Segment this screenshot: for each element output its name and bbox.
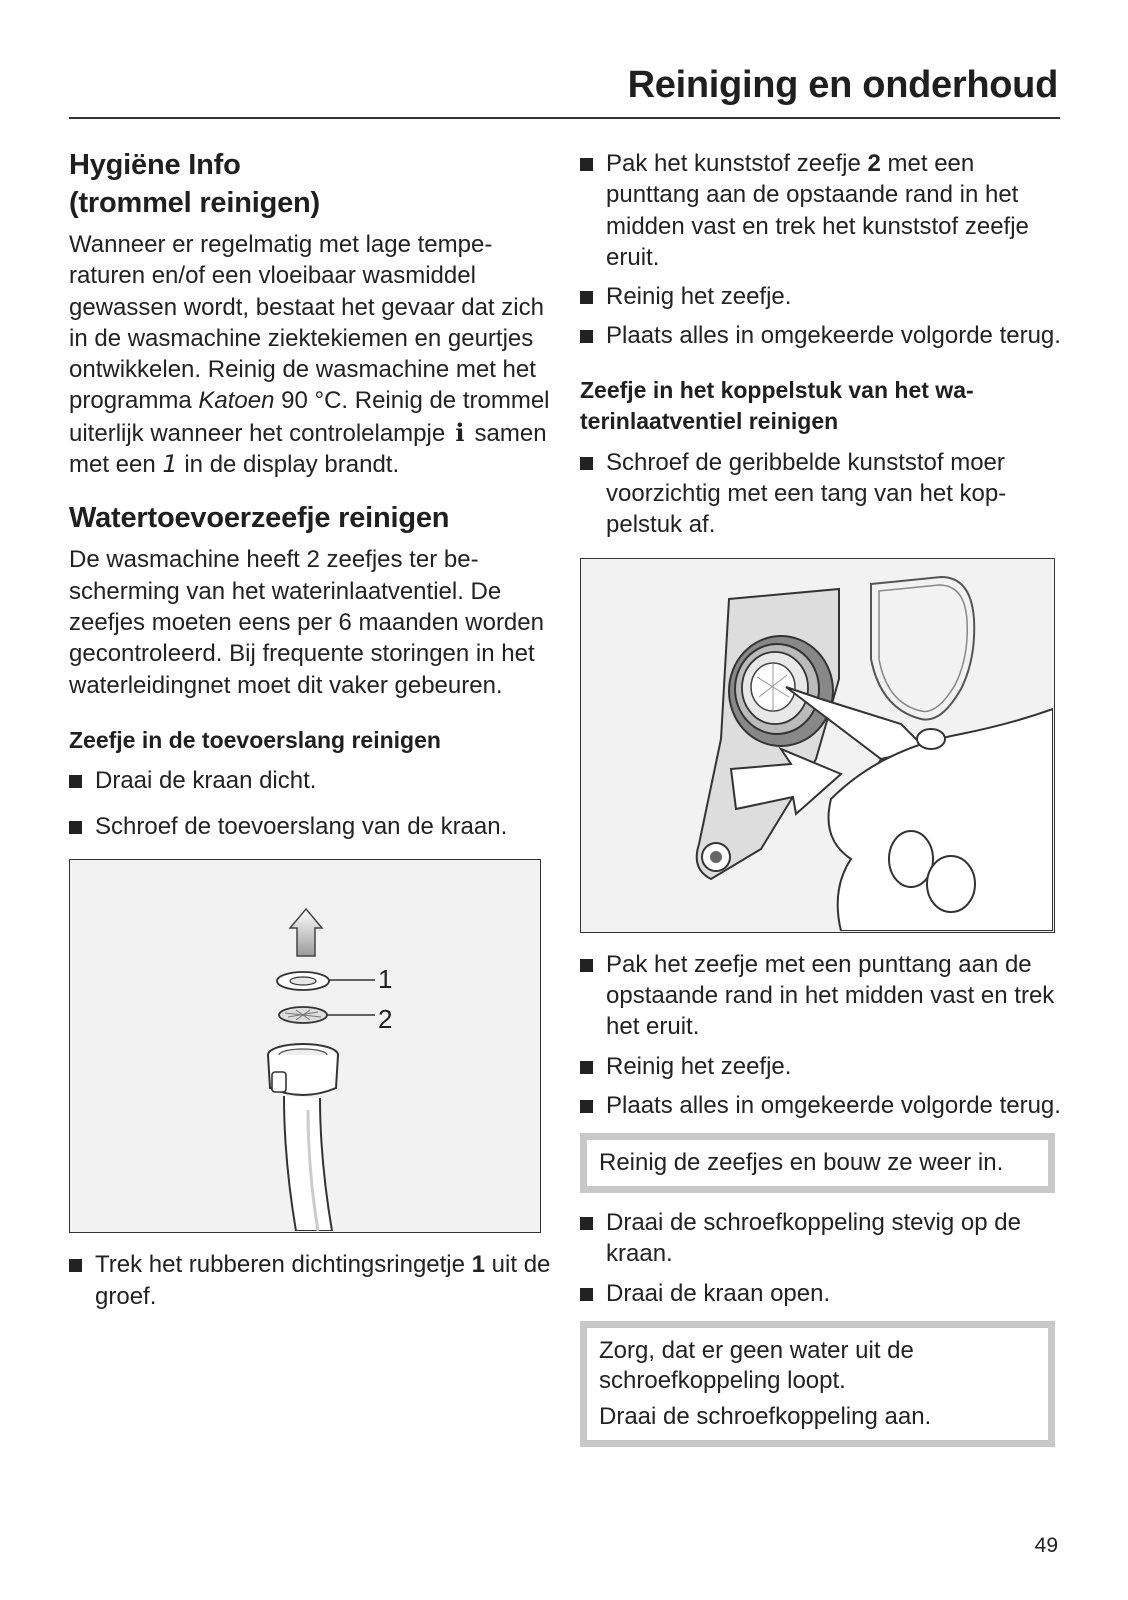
filter-removal-steps <box>580 148 1070 352</box>
note-text: Draai de schroefkoppeling aan. <box>599 1403 932 1431</box>
bullet-square-icon <box>580 330 593 343</box>
list-item: Trek het rubberen dichtingsringetje 1 uit de groef. <box>69 1249 554 1312</box>
list-item: Draai de kraan open. <box>580 1278 1070 1309</box>
hose-filter-illustration <box>70 860 539 1231</box>
note-text: Zorg, dat er geen water uit de schroefkoppeling loopt. <box>599 1337 914 1395</box>
right-column <box>580 148 1070 1447</box>
note-box-leak-check <box>580 1321 1055 1447</box>
figure-label-2: 2 <box>378 1004 393 1035</box>
hose-steps <box>69 765 554 843</box>
list-item: Schroef de toevoerslang van de kraan. <box>69 811 554 842</box>
bullet-square-icon <box>580 1217 593 1230</box>
list-item: Plaats alles in omgekeerde volgorde terug. <box>580 320 1070 351</box>
list-item: Draai de kraan dicht. <box>69 765 554 796</box>
hygiene-paragraph: Wanneer er regelmatig met lage temperaturen en/of een vloeibaar wasmiddel gewassen wordt, bestaat het gevaar dat zich in de wasmachine ziektekiemen en geurtjes ontwikkelen. Reinig de wasmachine met het programma Katoen 90 °C. Reinig de trommel uiterlijk wanneer het controlelampje i samen met een 1 in de display brandt. <box>69 231 550 479</box>
bullet-square-icon <box>580 291 593 304</box>
note-text: Reinig de zeefjes en bouw ze weer in. <box>599 1149 1004 1177</box>
display-symbol: 1 <box>162 450 178 479</box>
program-name: Katoen <box>198 387 275 415</box>
list-item: Plaats alles in omgekeerde volgorde terug. <box>580 1090 1070 1121</box>
list-item: Reinig het zeefje. <box>580 1051 1070 1082</box>
list-item: Draai de schroefkoppeling stevig op de kraan. <box>580 1207 1070 1270</box>
bullet-square-icon <box>580 457 593 470</box>
list-item: Schroef de geribbelde kunststof moer voorzichtig met een tang van het koppelstuk af. <box>580 447 1070 541</box>
hose-subheading: Zeefje in de toevoerslang reinigen <box>69 726 441 753</box>
figure-label-1: 1 <box>378 964 393 995</box>
bullet-square-icon <box>69 775 82 788</box>
info-indicator-icon: i <box>455 417 465 447</box>
valve-subheading: Zeefje in het koppelstuk van het waterinlaatventiel reinigen <box>580 376 974 434</box>
ring-step <box>69 1249 554 1312</box>
valve-filter-figure <box>580 558 1055 933</box>
title-divider <box>69 117 1060 119</box>
hygiene-heading <box>69 146 554 222</box>
bullet-square-icon <box>69 1259 82 1272</box>
filter-heading: Watertoevoerzeefje reinigen <box>69 502 450 535</box>
bullet-square-icon <box>580 1288 593 1301</box>
final-steps <box>580 1207 1070 1309</box>
page-title: Reiniging en onderhoud <box>627 64 1058 106</box>
list-item: Pak het kunststof zeefje 2 met een punttang aan de opstaande rand in het midden vast en trek het kunststof zeefje eruit. <box>580 148 1070 273</box>
valve-filter-illustration <box>581 559 1053 931</box>
bullet-square-icon <box>580 1061 593 1074</box>
bullet-square-icon <box>69 821 82 834</box>
note-box-reinstall <box>580 1133 1055 1193</box>
bullet-square-icon <box>580 959 593 972</box>
list-item: Reinig het zeefje. <box>580 281 1070 312</box>
page-number: 49 <box>1034 1534 1058 1557</box>
bullet-square-icon <box>580 1100 593 1113</box>
up-arrow-icon <box>290 909 322 956</box>
filter-intro: De wasmachine heeft 2 zeefjes ter bescherming van het waterinlaatventiel. De zeefjes moeten eens per 6 maanden worden gecontroleerd. Bij frequente storingen in het waterleidingnet moet dit vaker gebeuren. <box>69 546 544 699</box>
left-column <box>69 146 554 1312</box>
hose-filter-figure <box>69 859 541 1233</box>
hygiene-heading-line2: (trommel reinigen) <box>69 187 320 219</box>
valve-steps <box>580 447 1070 541</box>
valve-filter-steps <box>580 949 1070 1121</box>
bullet-square-icon <box>580 158 593 171</box>
list-item: Pak het zeefje met een punttang aan de opstaande rand in het midden vast en trek het eruit. <box>580 949 1070 1043</box>
hygiene-heading-line1: Hygiëne Info <box>69 149 241 181</box>
